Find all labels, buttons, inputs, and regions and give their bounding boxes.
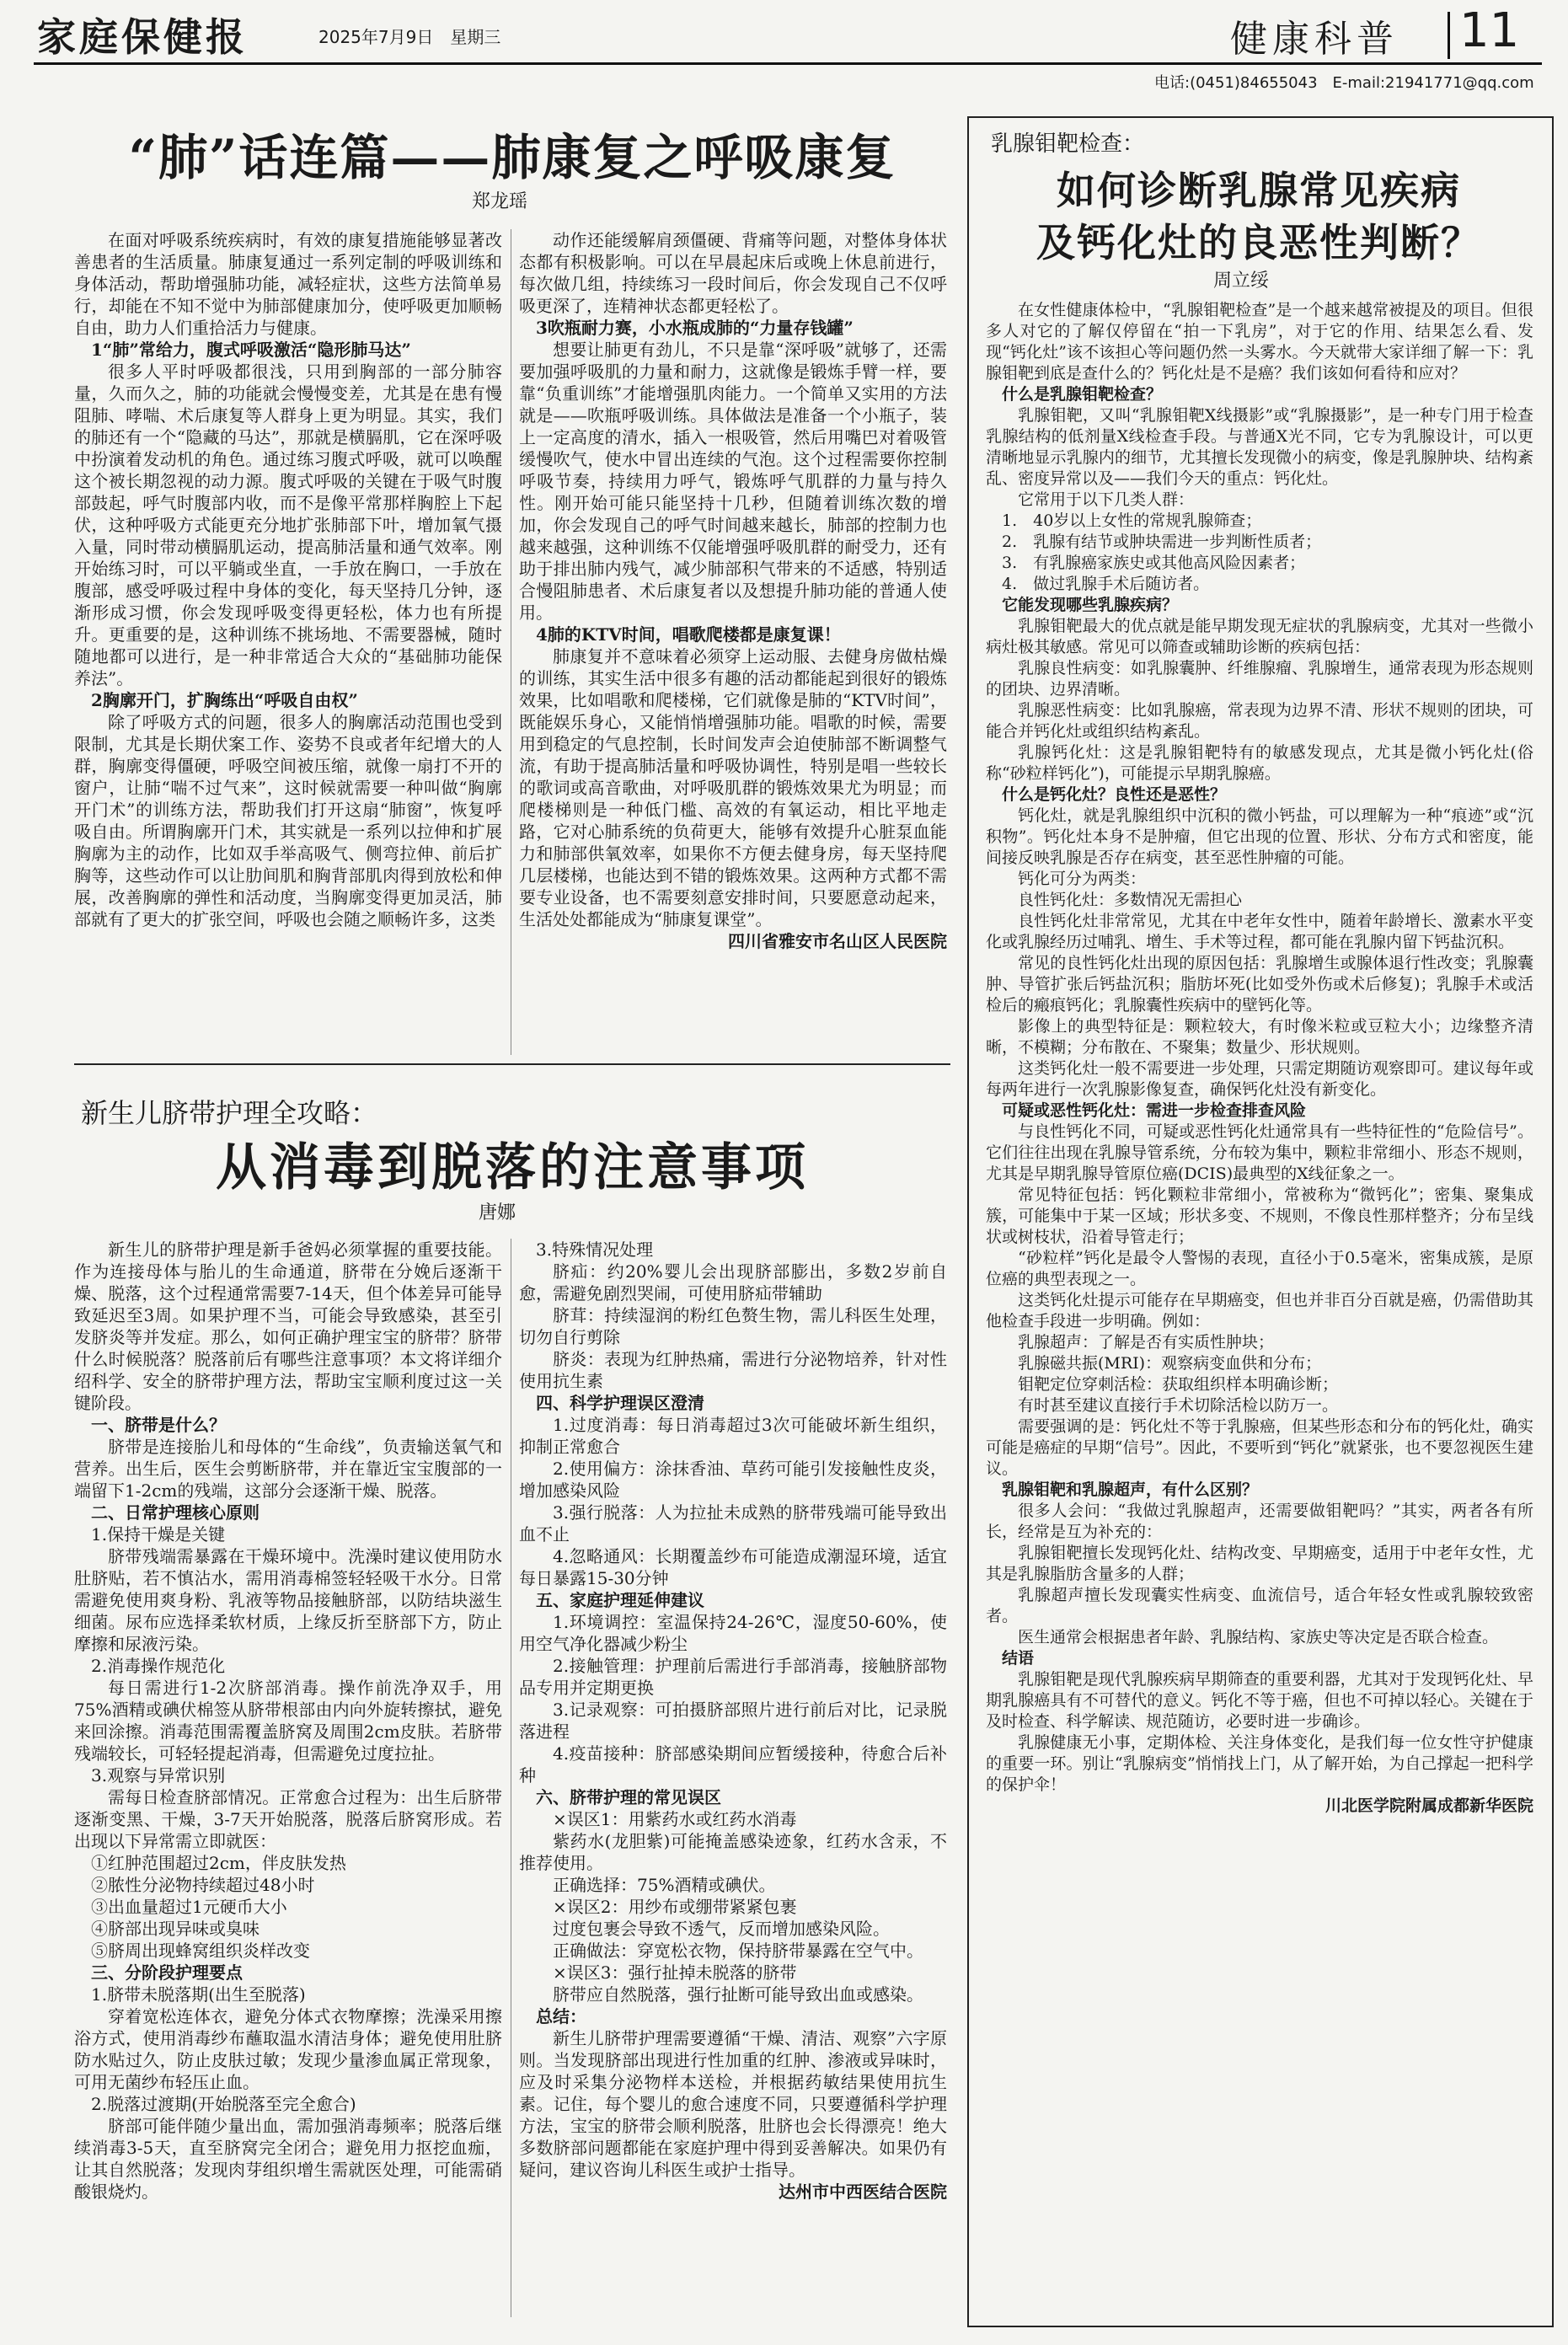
- article3-kicker: 乳腺钼靶检查：: [991, 131, 1145, 157]
- article3-body: [986, 300, 1533, 2316]
- paragraph: 医生通常会根据患者年龄、乳腺结构、家族史等决定是否联合检查。: [1018, 1628, 1499, 1646]
- paragraph: 3.强行脱落：人为拉扯未成熟的脐带残端可能导致出血不止: [519, 1502, 947, 1545]
- paragraph: 良性钙化灶非常常见，尤其在中老年女性中，随着年龄增长、激素水平变化或乳腺经历过哺乳、增生、手术等过程，都可能在乳腺内留下钙盐沉积。: [986, 912, 1533, 951]
- paragraph: 除了呼吸方式的问题，很多人的胸廓活动范围也受到限制，尤其是长期伏案工作、姿势不良或者年纪增大的人群，胸廓变得僵硬，呼吸空间被压缩，就像一扇打不开的窗户，让肺“喘不过气来”，这时候就需要一种叫做“胸廓开门术”的训练方法，帮助我们打开这扇“肺窗”，恢复呼吸自由。所谓胸廓开门术，其实就是一系列以拉伸和扩展胸廓为主的动作，比如双手举高吸气、侧弯拉伸、前后扩胸等，这些动作可以让肋间肌和胸背部肌肉得到放松和伸展，改善胸廓的弹性和活动度，当胸廓变得更加灵活，肺部就有了更大的扩张空间，呼吸也会随之顺畅许多，这类: [74, 712, 502, 929]
- section-heading: 1“肺”常给力，腹式呼吸激活“隐形肺马达”: [91, 340, 411, 360]
- source-credit: 达州市中西医结合医院: [779, 2182, 947, 2202]
- paragraph: 影像上的典型特征是：颗粒较大，有时像米粒或豆粒大小；边缘整齐清晰，不模糊；分布散在、不聚集；数量少、形状规则。: [986, 1017, 1533, 1057]
- paragraph: 每日需进行1-2次脐部消毒。操作前洗净双手，用75%酒精或碘伏棉签从脐带根部由内向外旋转擦拭，避免来回涂擦。消毒范围需覆盖脐窝及周围2cm皮肤。若脐带残端较长，可轻轻提起消毒，但需避免过度拉扯。: [74, 1678, 502, 1764]
- section-heading: 乳腺钼靶和乳腺超声，有什么区别？: [1002, 1480, 1259, 1499]
- section-heading: 可疑或恶性钙化灶：需进一步检查排查风险: [1002, 1101, 1307, 1120]
- paragraph: 2.使用偏方：涂抹香油、草药可能引发接触性皮炎，增加感染风险: [519, 1459, 947, 1501]
- paragraph: 它常用于以下几类人群：: [1018, 490, 1195, 509]
- section-heading: 结语: [1002, 1649, 1035, 1668]
- paragraph: 乳腺钼靶最大的优点就是能早期发现无症状的乳腺病变，尤其对一些微小病灶极其敏感。常见可以筛查或辅助诊断的疾病包括：: [986, 617, 1533, 656]
- section-heading: 五、家庭护理延伸建议: [536, 1590, 704, 1610]
- paragraph: 3.特殊情况处理: [536, 1239, 654, 1260]
- article3-author: 周立绥: [1213, 270, 1270, 292]
- paragraph: 正确选择：75%酒精或碘伏。: [553, 1875, 776, 1895]
- paragraph: 正确做法：穿宽松衣物，保持脐带暴露在空气中。: [553, 1941, 923, 1961]
- article1-author: 郑龙瑶: [472, 191, 528, 212]
- paragraph: 想要让肺更有劲儿，不只是靠“深呼吸”就够了，还需要加强呼吸肌的力量和耐力，这就像是锻炼手臂一样，要靠“负重训练”才能增强肌肉能力。一个简单又实用的方法就是——吹瓶呼吸训练。具体做法是准备一个小瓶子，装上一定高度的清水，插入一根吸管，然后用嘴巴对着吸管缓慢吹气，使水中冒出连续的气泡。这个过程需要你控制呼吸节奏，持续用力呼气，锻炼呼气肌群的力量与持久性。刚开始可能只能坚持十几秒，但随着训练次数的增加，你会发现自己的呼气时间越来越长，肺部的控制力也越来越强，这种训练不仅能增强呼吸肌群的耐受力，还有助于排出肺内残气，减少肺部积气带来的不适感，特别适合慢阻肺患者、术后康复者以及想提升肺功能的普通人使用。: [519, 340, 947, 623]
- section-heading: 一、脐带是什么？: [91, 1415, 226, 1435]
- section-heading: 4肺的KTV时间，唱歌爬楼都是康复课！: [536, 624, 841, 645]
- article1-column-1: [74, 229, 502, 1063]
- paragraph: 脐带应自然脱落，强行扯断可能导致出血或感染。: [553, 1984, 923, 2005]
- paragraph: 乳腺超声：了解是否有实质性肿块；: [1018, 1333, 1275, 1352]
- paragraph: 2. 乳腺有结节或肿块需进一步判断性质者；: [1002, 533, 1322, 551]
- paragraph: 很多人平时呼吸都很浅，只用到胸部的一部分肺容量，久而久之，肺的功能就会慢慢变差，尤其是在患有慢阻肺、哮喘、术后康复等人群身上更为明显。其实，我们的肺还有一个“隐藏的马达”，那就是横膈肌，它在深呼吸中扮演着发动机的角色。通过练习腹式呼吸，就可以唤醒这个被长期忽视的动力源。腹式呼吸的关键在于吸气时腹部鼓起，呼气时腹部内收，而不是像平常那样胸腔上下起伏，这种呼吸方式能更充分地扩张肺部下叶，增加氧气摄入量，同时带动横膈肌运动，提高肺活量和通气效率。刚开始练习时，可以平躺或坐直，一手放在胸口，一手放在腹部，感受呼吸过程中身体的变化，每天坚持几分钟，逐渐形成习惯，你会发现呼吸变得更轻松，体力也有所提升。更重要的是，这种训练不挑场地、不需要器械，随时随地都可以进行，是一种非常适合大众的“基础肺功能保养法”。: [74, 361, 502, 688]
- page-number: 11: [1459, 3, 1520, 58]
- paragraph: 紫药水(龙胆紫)可能掩盖感染迹象，红药水含汞，不推荐使用。: [519, 1831, 947, 1873]
- paragraph: 过度包裹会导致不透气，反而增加感染风险。: [553, 1919, 890, 1939]
- paragraph: 动作还能缓解肩颈僵硬、背痛等问题，对整体身体状态都有积极影响。可以在早晨起床后或晚上休息前进行，每次做几组，持续练习一段时间后，你会发现自己不仅呼吸更深了，连精神状态都更轻松了。: [519, 230, 947, 316]
- paragraph: 1.环境调控：室温保持24-26℃，湿度50-60%，使用空气净化器减少粉尘: [519, 1612, 947, 1654]
- paragraph: 肺康复并不意味着必须穿上运动服、去健身房做枯燥的训练，其实生活中很多有趣的活动都能起到很好的锻炼效果，比如唱歌和爬楼梯，它们就像是肺的“KTV时间”，既能娱乐身心，又能悄悄增强肺功能。唱歌的时候，需要用到稳定的气息控制，长时间发声会迫使肺部不断调整气流，有助于提高肺活量和呼吸协调性，特别是唱一些较长的歌词或高音歌曲，对呼吸肌群的锻炼效果尤为明显；而爬楼梯则是一种低门槛、高效的有氧运动，相比平地走路，它对心肺系统的负荷更大，能够有效提升心脏泵血能力和肺部供氧效率，如果你不方便去健身房，每天坚持爬几层楼梯，也能达到不错的锻炼效果。这两种方式都不需要专业设备，也不需要刻意安排时间，只要愿意动起来，生活处处都能成为“肺康复课堂”。: [519, 646, 947, 929]
- article3-title-line2: 及钙化灶的良恶性判断？: [1036, 220, 1481, 265]
- paragraph: 1. 40岁以上女性的常规乳腺筛查；: [1002, 511, 1262, 530]
- section-heading: 二、日常护理核心原则: [91, 1502, 260, 1523]
- masthead-rule: [34, 62, 1542, 65]
- source-credit: 川北医学院附属成都新华医院: [1325, 1796, 1533, 1815]
- paragraph: 新生儿脐带护理需要遵循“干燥、清洁、观察”六字原则。当发现脐部出现进行性加重的红肿、渗液或异味时，应及时采集分泌物样本送检，并根据药敏结果使用抗生素。记住，每个婴儿的愈合速度不同，只要遵循科学护理方法，宝宝的脐带会顺利脱落，肚脐也会长得漂亮！绝大多数脐部问题都能在家庭护理中得到妥善解决。如果仍有疑问，建议咨询儿科医生或护士指导。: [519, 2028, 947, 2180]
- paragraph: 2.脱落过渡期(开始脱落至完全愈合): [91, 2094, 356, 2114]
- paragraph: 乳腺钼靶，又叫“乳腺钼靶X线摄影”或“乳腺摄影”，是一种专门用于检查乳腺结构的低剂量X线检查手段。与普通X光不同，它专为乳腺设计，可以更清晰地显示乳腺内的细节，尤其擅长发现微小的病变，像是乳腺肿块、结构紊乱、密度异常以及——我们今天的重点：钙化灶。: [986, 406, 1533, 488]
- paragraph: 3. 有乳腺癌家族史或其他高风险因素者；: [1002, 554, 1306, 572]
- source-credit: 四川省雅安市名山区人民医院: [728, 931, 947, 951]
- paragraph: 乳腺超声擅长发现囊实性病变、血流信号，适合年轻女性或乳腺较致密者。: [986, 1586, 1533, 1625]
- paragraph: 很多人会问：“我做过乳腺超声，还需要做钼靶吗？”其实，两者各有所长，经常是互为补充的：: [986, 1502, 1533, 1541]
- article2-kicker: 新生儿脐带护理全攻略：: [81, 1097, 378, 1129]
- paragraph: 乳腺磁共振(MRI)：观察病变血供和分布；: [1018, 1354, 1322, 1373]
- section-heading: 总结：: [536, 2006, 586, 2026]
- article2-column-2: [519, 1239, 947, 2326]
- paragraph: 在女性健康体检中，“乳腺钼靶检查”是一个越来越常被提及的项目。但很多人对它的了解仅停留在“拍一下乳房”，对于它的作用、结果怎么看、发现“钙化灶”该不该担心等问题仍然一头雾水。今天就带大家详细了解一下：乳腺钼靶到底是查什么的？钙化灶是不是癌？我们该如何看待和应对？: [986, 301, 1533, 383]
- section-heading: 什么是乳腺钼靶检查？: [1002, 385, 1163, 404]
- paragraph: ×误区1：用紫药水或红药水消毒: [553, 1809, 797, 1829]
- paragraph: 有时甚至建议直接行手术切除活检以防万一。: [1018, 1396, 1339, 1415]
- paper-title: 家庭保健报: [37, 14, 248, 60]
- paragraph: 脐带是连接胎儿和母体的“生命线”，负责输送氧气和营养。出生后，医生会剪断脐带，并在靠近宝宝腹部的一端留下1-2cm的残端，这部分会逐渐干燥、脱落。: [74, 1437, 502, 1501]
- paragraph: 2.接触管理：护理前后需进行手部消毒，接触脐部物品专用并定期更换: [519, 1656, 947, 1698]
- article3-title-line1: 如何诊断乳腺常见疾病: [1057, 168, 1461, 213]
- paragraph: 1.保持干燥是关键: [91, 1524, 226, 1545]
- paragraph: ①红肿范围超过2cm，伴皮肤发热: [91, 1853, 346, 1873]
- paragraph: 3.记录观察：可拍摄脐部照片进行前后对比，记录脱落进程: [519, 1700, 947, 1742]
- paragraph: 常见特征包括：钙化颗粒非常细小，常被称为“微钙化”；密集、聚集成簇，可能集中于某一区域；形状多变、不规则，不像良性那样整齐；分布呈线状或树枝状，沿着导管走行；: [986, 1186, 1533, 1246]
- paragraph: 2.消毒操作规范化: [91, 1656, 226, 1676]
- contact-info: 电话:(0451)84655043 E-mail:21941771@qq.com: [1154, 74, 1534, 92]
- paragraph: 需要强调的是：钙化灶不等于乳腺癌，但某些形态和分布的钙化灶，确实可能是癌症的早期“信号”。因此，不要听到“钙化”就紧张，也不要忽视医生建议。: [986, 1417, 1533, 1478]
- paragraph: 1.过度消毒：每日消毒超过3次可能破坏新生组织，抑制正常愈合: [519, 1415, 947, 1457]
- paragraph: 4.忽略通风：长期覆盖纱布可能造成潮湿环境，适宜每日暴露15-30分钟: [519, 1546, 947, 1588]
- paragraph: 乳腺钙化灶：这是乳腺钼靶特有的敏感发现点，尤其是微小钙化灶(俗称“砂粒样钙化”)，可能提示早期乳腺癌。: [986, 743, 1533, 783]
- masthead: [0, 0, 1568, 66]
- paragraph: 在面对呼吸系统疾病时，有效的康复措施能够显著改善患者的生活质量。肺康复通过一系列定制的呼吸训练和身体活动，帮助增强肺功能，减轻症状，这些方法简单易行，却能在不知不觉中为肺部健康加分，使呼吸更加顺畅自由，助力人们重拾活力与健康。: [74, 230, 502, 338]
- paragraph: 常见的良性钙化灶出现的原因包括：乳腺增生或腺体退行性改变；乳腺囊肿、导管扩张后钙盐沉积；脂肪坏死(比如受外伤或术后修复)；乳腺手术或活检后的瘢痕钙化；乳腺囊性疾病中的壁钙化等。: [986, 954, 1533, 1015]
- section-heading: 什么是钙化灶？良性还是恶性？: [1002, 785, 1227, 804]
- article1-column-2: [519, 229, 947, 1063]
- article-divider: [74, 1063, 950, 1065]
- paragraph: 穿着宽松连体衣，避免分体式衣物摩擦；洗澡采用擦浴方式，使用消毒纱布蘸取温水清洁身体；避免使用肚脐防水贴过久，防止皮肤过敏；发现少量渗血属正常现象，可用无菌纱布轻压止血。: [74, 2006, 502, 2092]
- paragraph: 与良性钙化不同，可疑或恶性钙化灶通常具有一些特征性的“危险信号”。它们往往出现在乳腺导管系统，分布较为集中，颗粒非常细小、形态不规则，尤其是早期乳腺导管原位癌(DCIS)最典型的X线征象之一。: [986, 1122, 1533, 1183]
- section-heading: 四、科学护理误区澄清: [536, 1393, 704, 1413]
- paragraph: 4.疫苗接种：脐部感染期间应暂缓接种，待愈合后补种: [519, 1743, 947, 1786]
- section-heading: 2胸廓开门，扩胸练出“呼吸自由权”: [91, 690, 358, 710]
- paragraph: ③出血量超过1元硬币大小: [91, 1897, 287, 1917]
- article1-title: “肺”话连篇——肺康复之呼吸康复: [128, 129, 896, 186]
- paragraph: 钙化可分为两类：: [1018, 870, 1147, 888]
- paragraph: 3.观察与异常识别: [91, 1765, 226, 1786]
- issue-date: 2025年7月9日 星期三: [318, 27, 501, 47]
- section-heading: 3吹瓶耐力赛，小水瓶成肺的“力量存钱罐”: [536, 318, 854, 338]
- paragraph: 脐带残端需暴露在干燥环境中。洗澡时建议使用防水肚脐贴，若不慎沾水，需用消毒棉签轻轻吸干水分。日常需避免使用爽身粉、乳液等物品接触脐部，以防结块滋生细菌。尿布应选择柔软材质，上缘反折至脐部下方，防止摩擦和尿液污染。: [74, 1546, 502, 1654]
- article2-column-1: [74, 1239, 502, 2326]
- paragraph: 4. 做过乳腺手术后随访者。: [1002, 575, 1210, 593]
- paragraph: 乳腺钼靶是现代乳腺疾病早期筛查的重要利器，尤其对于发现钙化灶、早期乳腺癌具有不可替代的意义。钙化不等于癌，但也不可掉以轻心。关键在于及时检查、科学解读、规范随访，必要时进一步确诊。: [986, 1670, 1533, 1731]
- paragraph: 这类钙化灶一般不需要进一步处理，只需定期随访观察即可。建议每年或每两年进行一次乳腺影像复查，确保钙化灶没有新变化。: [986, 1059, 1533, 1099]
- paragraph: ⑤脐周出现蜂窝组织炎样改变: [91, 1941, 310, 1961]
- paragraph: 脐茸：持续湿润的粉红色赘生物，需儿科医生处理，切勿自行剪除: [519, 1305, 947, 1347]
- paragraph: 乳腺钼靶擅长发现钙化灶、结构改变、早期癌变，适用于中老年女性，尤其是乳腺脂肪含量多的人群；: [986, 1544, 1533, 1583]
- paragraph: 乳腺恶性病变：比如乳腺癌，常表现为边界不清、形状不规则的团块，可能合并钙化灶或组织结构紊乱。: [986, 701, 1533, 741]
- paragraph: 钼靶定位穿刺活检：获取组织样本明确诊断；: [1018, 1375, 1339, 1394]
- paragraph: 脐部可能伴随少量出血，需加强消毒频率；脱落后继续消毒3-5天，直至脐窝完全闭合；避免用力抠挖血痂，让其自然脱落；发现肉芽组织增生需就医处理，可能需硝酸银烧灼。: [74, 2116, 502, 2202]
- article2-title: 从消毒到脱落的注意事项: [216, 1138, 809, 1197]
- paragraph: ②脓性分泌物持续超过48小时: [91, 1875, 315, 1895]
- section-heading: 它能发现哪些乳腺疾病？: [1002, 596, 1179, 614]
- paragraph: “砂粒样”钙化是最令人警惕的表现，直径小于0.5毫米，密集成簇，是原位癌的典型表现之一。: [986, 1249, 1533, 1288]
- paragraph: ×误区3：强行扯掉未脱落的脐带: [553, 1962, 797, 1983]
- masthead-divider: [1448, 12, 1450, 59]
- paragraph: 良性钙化灶：多数情况无需担心: [1018, 891, 1243, 909]
- paragraph: 这类钙化灶提示可能存在早期癌变，但也并非百分百就是癌，仍需借助其他检查手段进一步明确。例如：: [986, 1291, 1533, 1330]
- article2-author: 唐娜: [479, 1202, 516, 1223]
- paragraph: 乳腺健康无小事，定期体检、关注身体变化，是我们每一位女性守护健康的重要一环。别让“乳腺病变”悄悄找上门，从了解开始，为自己撑起一把科学的保护伞！: [986, 1733, 1533, 1794]
- section-name: 健康科普: [1230, 18, 1399, 61]
- paragraph: 脐疝：约20%婴儿会出现脐部膨出，多数2岁前自愈，需避免剧烈哭闹，可使用脐疝带辅助: [519, 1261, 947, 1304]
- section-heading: 三、分阶段护理要点: [91, 1962, 243, 1983]
- paragraph: 钙化灶，就是乳腺组织中沉积的微小钙盐，可以理解为一种“痕迹”或“沉积物”。钙化灶本身不是肿瘤，但它出现的位置、形状、分布方式和密度，能间接反映乳腺是否存在病变，甚至恶性肿瘤的可能。: [986, 806, 1533, 867]
- paragraph: ④脐部出现异味或臭味: [91, 1919, 260, 1939]
- section-heading: 六、脐带护理的常见误区: [536, 1787, 721, 1807]
- paragraph: 1.脐带未脱落期(出生至脱落): [91, 1984, 306, 2005]
- paragraph: 需每日检查脐部情况。正常愈合过程为：出生后脐带逐渐变黑、干燥，3-7天开始脱落，脱落后脐窝形成。若出现以下异常需立即就医：: [74, 1787, 502, 1851]
- paragraph: 新生儿的脐带护理是新手爸妈必须掌握的重要技能。作为连接母体与胎儿的生命通道，脐带在分娩后逐渐干燥、脱落，这个过程通常需要7-14天，但个体差异可能导致延迟至3周。如果护理不当，可能会导致感染，甚至引发脐炎等并发症。那么，如何正确护理宝宝的脐带？脐带什么时候脱落？脱落前后有哪些注意事项？本文将详细介绍科学、安全的脐带护理方法，帮助宝宝顺利度过这一关键阶段。: [74, 1239, 502, 1413]
- paragraph: 乳腺良性病变：如乳腺囊肿、纤维腺瘤、乳腺增生，通常表现为形态规则的团块、边界清晰。: [986, 659, 1533, 699]
- paragraph: 脐炎：表现为红肿热痛，需进行分泌物培养，针对性使用抗生素: [519, 1349, 947, 1391]
- paragraph: ×误区2：用纱布或绷带紧紧包裹: [553, 1897, 797, 1917]
